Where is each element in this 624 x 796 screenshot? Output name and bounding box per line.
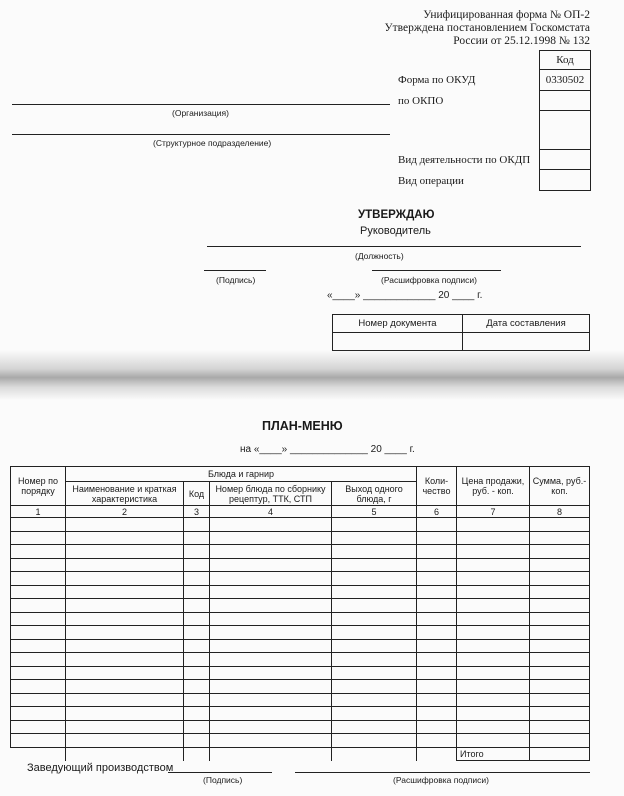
table-cell[interactable] bbox=[332, 531, 417, 545]
operation-code-cell[interactable] bbox=[540, 170, 590, 190]
table-cell[interactable] bbox=[530, 653, 590, 667]
table-cell[interactable] bbox=[457, 666, 530, 680]
table-row bbox=[11, 545, 590, 559]
col-header-2: Наименование и краткая характеристика bbox=[66, 482, 184, 506]
table-row bbox=[11, 531, 590, 545]
table-cell[interactable] bbox=[457, 545, 530, 559]
col-number: 2 bbox=[66, 506, 184, 518]
table-cell[interactable] bbox=[332, 639, 417, 653]
table-cell[interactable] bbox=[530, 585, 590, 599]
table-cell[interactable] bbox=[184, 693, 210, 707]
blank-code-cell[interactable] bbox=[540, 111, 590, 150]
group-header: Блюда и гарнир bbox=[66, 467, 417, 482]
table-cell[interactable] bbox=[66, 531, 184, 545]
table-cell[interactable] bbox=[530, 626, 590, 640]
table-cell[interactable] bbox=[210, 693, 332, 707]
approve-title: УТВЕРЖДАЮ bbox=[358, 209, 435, 221]
col-header-8: Сумма, руб.-коп. bbox=[530, 467, 590, 506]
chief-decode-line[interactable] bbox=[295, 772, 590, 773]
table-cell[interactable] bbox=[417, 720, 457, 734]
approve-decode-caption: (Расшифровка подписи) bbox=[381, 275, 478, 285]
table-cell[interactable] bbox=[210, 558, 332, 572]
table-cell[interactable] bbox=[184, 572, 210, 586]
form-header-line3: России от 25.12.1998 № 132 bbox=[453, 35, 590, 47]
table-cell[interactable] bbox=[184, 545, 210, 559]
table-cell[interactable] bbox=[332, 518, 417, 532]
table-cell[interactable] bbox=[66, 720, 184, 734]
table-cell[interactable] bbox=[11, 693, 66, 707]
table-cell[interactable] bbox=[417, 572, 457, 586]
table-cell[interactable] bbox=[184, 626, 210, 640]
table-cell[interactable] bbox=[11, 545, 66, 559]
operation-label: Вид операции bbox=[398, 175, 464, 187]
table-row bbox=[11, 653, 590, 667]
table-cell[interactable] bbox=[457, 734, 530, 748]
total-blank bbox=[66, 747, 184, 761]
table-cell[interactable] bbox=[417, 680, 457, 694]
table-cell[interactable] bbox=[530, 531, 590, 545]
table-cell[interactable] bbox=[332, 693, 417, 707]
table-cell[interactable] bbox=[530, 558, 590, 572]
table-cell[interactable] bbox=[11, 626, 66, 640]
table-row bbox=[11, 626, 590, 640]
chief-label: Заведующий производством bbox=[27, 762, 174, 774]
table-cell[interactable] bbox=[530, 734, 590, 748]
table-cell[interactable] bbox=[184, 734, 210, 748]
table-cell[interactable] bbox=[417, 531, 457, 545]
table-cell[interactable] bbox=[457, 707, 530, 721]
table-cell[interactable] bbox=[417, 666, 457, 680]
table-cell[interactable] bbox=[457, 626, 530, 640]
table-cell[interactable] bbox=[66, 707, 184, 721]
table-cell[interactable] bbox=[210, 572, 332, 586]
table-cell[interactable] bbox=[11, 680, 66, 694]
table-cell[interactable] bbox=[417, 639, 457, 653]
table-cell[interactable] bbox=[457, 558, 530, 572]
col-header-5: Выход одного блюда, г bbox=[332, 482, 417, 506]
table-cell[interactable] bbox=[11, 518, 66, 532]
table-cell[interactable] bbox=[530, 639, 590, 653]
table-cell[interactable] bbox=[457, 572, 530, 586]
table-cell[interactable] bbox=[210, 734, 332, 748]
page-title: ПЛАН-МЕНЮ bbox=[262, 419, 343, 433]
table-cell[interactable] bbox=[11, 612, 66, 626]
chief-signature-caption: (Подпись) bbox=[203, 775, 243, 785]
position-line[interactable] bbox=[207, 246, 581, 247]
table-cell[interactable] bbox=[457, 585, 530, 599]
table-cell[interactable] bbox=[530, 720, 590, 734]
table-cell[interactable] bbox=[457, 518, 530, 532]
table-cell[interactable] bbox=[66, 518, 184, 532]
approve-signature-caption: (Подпись) bbox=[216, 275, 256, 285]
table-cell[interactable] bbox=[332, 680, 417, 694]
col-header-4: Номер блюда по сборнику рецептур, ТТК, СТП bbox=[210, 482, 332, 506]
table-cell[interactable] bbox=[457, 612, 530, 626]
table-row bbox=[11, 599, 590, 613]
table-cell[interactable] bbox=[530, 666, 590, 680]
okud-label: Форма по ОКУД bbox=[398, 74, 476, 86]
col-number: 7 bbox=[457, 506, 530, 518]
table-cell[interactable] bbox=[184, 666, 210, 680]
document-info-table bbox=[332, 314, 590, 351]
codes-box bbox=[539, 50, 591, 191]
table-cell[interactable] bbox=[210, 531, 332, 545]
table-cell[interactable] bbox=[332, 653, 417, 667]
col-number: 6 bbox=[417, 506, 457, 518]
table-cell[interactable] bbox=[184, 599, 210, 613]
table-cell[interactable] bbox=[530, 680, 590, 694]
approve-decode-line[interactable] bbox=[372, 270, 501, 271]
table-cell[interactable] bbox=[457, 639, 530, 653]
table-cell[interactable] bbox=[66, 599, 184, 613]
table-cell[interactable] bbox=[332, 626, 417, 640]
doc-date-header: Дата составления bbox=[463, 315, 590, 333]
table-cell[interactable] bbox=[210, 545, 332, 559]
table-cell[interactable] bbox=[210, 612, 332, 626]
doc-number-cell[interactable] bbox=[333, 333, 463, 351]
table-cell[interactable] bbox=[332, 734, 417, 748]
table-cell[interactable] bbox=[417, 612, 457, 626]
table-cell[interactable] bbox=[66, 653, 184, 667]
table-cell[interactable] bbox=[66, 734, 184, 748]
col-header-1: Номер по порядку bbox=[11, 467, 66, 506]
table-row bbox=[11, 680, 590, 694]
table-cell[interactable] bbox=[417, 585, 457, 599]
organization-line[interactable] bbox=[12, 104, 390, 105]
total-label: Итого bbox=[457, 747, 530, 761]
okpo-code-cell[interactable] bbox=[540, 91, 590, 111]
table-row bbox=[11, 666, 590, 680]
approve-date-line[interactable]: «____» _____________ 20 ____ г. bbox=[327, 290, 483, 301]
table-cell[interactable] bbox=[11, 531, 66, 545]
table-cell[interactable] bbox=[332, 666, 417, 680]
table-cell[interactable] bbox=[11, 639, 66, 653]
table-cell[interactable] bbox=[530, 612, 590, 626]
table-cell[interactable] bbox=[66, 680, 184, 694]
table-cell[interactable] bbox=[417, 693, 457, 707]
table-cell[interactable] bbox=[417, 599, 457, 613]
table-cell[interactable] bbox=[457, 653, 530, 667]
table-cell[interactable] bbox=[184, 720, 210, 734]
table-cell[interactable] bbox=[210, 626, 332, 640]
table-cell[interactable] bbox=[66, 585, 184, 599]
table-cell[interactable] bbox=[66, 558, 184, 572]
table-cell[interactable] bbox=[11, 734, 66, 748]
table-row bbox=[11, 639, 590, 653]
okud-code-cell[interactable]: 0330502 bbox=[540, 70, 590, 91]
table-cell[interactable] bbox=[184, 585, 210, 599]
table-row bbox=[11, 585, 590, 599]
table-cell[interactable] bbox=[210, 680, 332, 694]
table-cell[interactable] bbox=[11, 707, 66, 721]
approve-head: Руководитель bbox=[360, 225, 431, 237]
table-cell[interactable] bbox=[417, 518, 457, 532]
total-blank bbox=[210, 747, 332, 761]
col-number: 3 bbox=[184, 506, 210, 518]
table-cell[interactable] bbox=[210, 720, 332, 734]
table-cell[interactable] bbox=[332, 612, 417, 626]
table-cell[interactable] bbox=[210, 653, 332, 667]
table-cell[interactable] bbox=[11, 558, 66, 572]
table-cell[interactable] bbox=[11, 666, 66, 680]
table-cell[interactable] bbox=[184, 518, 210, 532]
subdivision-caption: (Структурное подразделение) bbox=[153, 138, 272, 148]
codes-header: Код bbox=[540, 51, 590, 70]
table-cell[interactable] bbox=[210, 707, 332, 721]
table-row bbox=[11, 558, 590, 572]
col-number: 1 bbox=[11, 506, 66, 518]
approve-signature-line[interactable] bbox=[204, 270, 266, 271]
table-cell[interactable] bbox=[66, 639, 184, 653]
table-cell[interactable] bbox=[210, 585, 332, 599]
table-cell[interactable] bbox=[66, 666, 184, 680]
table-cell[interactable] bbox=[332, 585, 417, 599]
table-cell[interactable] bbox=[457, 531, 530, 545]
position-caption: (Должность) bbox=[355, 251, 404, 261]
table-cell[interactable] bbox=[332, 599, 417, 613]
table-cell[interactable] bbox=[184, 612, 210, 626]
doc-number-header: Номер документа bbox=[333, 315, 463, 333]
table-cell[interactable] bbox=[66, 545, 184, 559]
table-row bbox=[11, 572, 590, 586]
menu-table-body bbox=[11, 518, 590, 748]
table-cell[interactable] bbox=[530, 545, 590, 559]
title-date[interactable]: на «____» ______________ 20 ____ г. bbox=[240, 444, 415, 455]
table-cell[interactable] bbox=[66, 626, 184, 640]
doc-date-cell[interactable] bbox=[463, 333, 590, 351]
table-cell[interactable] bbox=[457, 693, 530, 707]
table-cell[interactable] bbox=[210, 518, 332, 532]
table-cell[interactable] bbox=[417, 653, 457, 667]
table-cell[interactable] bbox=[66, 572, 184, 586]
table-row bbox=[11, 734, 590, 748]
total-blank bbox=[184, 747, 210, 761]
table-cell[interactable] bbox=[530, 572, 590, 586]
table-cell[interactable] bbox=[530, 599, 590, 613]
plan-menu-table bbox=[10, 466, 590, 761]
col-header-3: Код bbox=[184, 482, 210, 506]
table-cell[interactable] bbox=[332, 572, 417, 586]
table-cell[interactable] bbox=[417, 545, 457, 559]
table-cell[interactable] bbox=[184, 707, 210, 721]
col-number: 4 bbox=[210, 506, 332, 518]
table-cell[interactable] bbox=[11, 585, 66, 599]
okdp-code-cell[interactable] bbox=[540, 150, 590, 170]
subdivision-line[interactable] bbox=[12, 134, 390, 135]
table-cell[interactable] bbox=[457, 599, 530, 613]
okpo-label: по ОКПО bbox=[398, 95, 444, 107]
table-cell[interactable] bbox=[332, 558, 417, 572]
table-cell[interactable] bbox=[210, 666, 332, 680]
table-cell[interactable] bbox=[66, 612, 184, 626]
table-cell[interactable] bbox=[332, 720, 417, 734]
form-header bbox=[384, 9, 590, 48]
table-cell[interactable] bbox=[11, 572, 66, 586]
chief-decode-caption: (Расшифровка подписи) bbox=[393, 775, 490, 785]
col-number: 5 bbox=[332, 506, 417, 518]
table-cell[interactable] bbox=[457, 680, 530, 694]
table-cell[interactable] bbox=[332, 545, 417, 559]
table-cell[interactable] bbox=[530, 518, 590, 532]
table-row bbox=[11, 693, 590, 707]
table-cell[interactable] bbox=[417, 707, 457, 721]
form-header-line2: Утверждена постановлением Госкомстата bbox=[384, 22, 590, 34]
col-header-6: Коли-чество bbox=[417, 467, 457, 506]
table-cell[interactable] bbox=[530, 707, 590, 721]
scan-fold-band bbox=[0, 350, 624, 400]
table-cell[interactable] bbox=[66, 693, 184, 707]
table-row bbox=[11, 518, 590, 532]
form-header-line1: Унифицированная форма № ОП-2 bbox=[423, 9, 590, 21]
col-header-7: Цена продажи, руб. - коп. bbox=[457, 467, 530, 506]
table-cell[interactable] bbox=[184, 680, 210, 694]
table-cell[interactable] bbox=[530, 693, 590, 707]
total-sum-cell[interactable] bbox=[530, 747, 590, 761]
total-blank bbox=[417, 747, 457, 761]
table-cell[interactable] bbox=[184, 531, 210, 545]
chief-signature-line[interactable] bbox=[168, 772, 272, 773]
okdp-label: Вид деятельности по ОКДП bbox=[398, 154, 531, 166]
table-cell[interactable] bbox=[210, 599, 332, 613]
total-blank bbox=[11, 747, 66, 761]
table-cell[interactable] bbox=[11, 653, 66, 667]
organization-caption: (Организация) bbox=[172, 108, 229, 118]
table-row bbox=[11, 707, 590, 721]
table-cell[interactable] bbox=[11, 720, 66, 734]
table-cell[interactable] bbox=[210, 639, 332, 653]
table-cell[interactable] bbox=[184, 558, 210, 572]
col-number: 8 bbox=[530, 506, 590, 518]
table-cell[interactable] bbox=[417, 626, 457, 640]
table-row bbox=[11, 612, 590, 626]
table-cell[interactable] bbox=[417, 558, 457, 572]
table-cell[interactable] bbox=[332, 707, 417, 721]
table-row bbox=[11, 720, 590, 734]
total-blank bbox=[332, 747, 417, 761]
table-cell[interactable] bbox=[11, 599, 66, 613]
table-cell[interactable] bbox=[184, 639, 210, 653]
table-cell[interactable] bbox=[457, 720, 530, 734]
table-cell[interactable] bbox=[184, 653, 210, 667]
table-cell[interactable] bbox=[417, 734, 457, 748]
